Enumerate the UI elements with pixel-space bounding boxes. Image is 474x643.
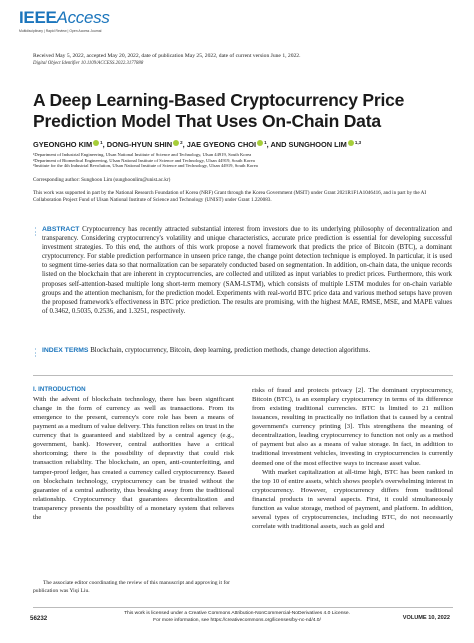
author-name: DONG-HYUN SHIN (106, 140, 173, 149)
author-name: JAE GYEONG CHOI (186, 140, 257, 149)
journal-logo (19, 8, 110, 34)
author-name: SUNGHOON LIM (288, 140, 347, 149)
footer-divider (33, 607, 453, 608)
orcid-icon[interactable] (173, 140, 179, 146)
journal-access: Access (56, 8, 110, 27)
affiliation-3: ³Institute for the 4th Industrial Revolution, Ulsan National Institute of Science and Technology, Ulsan 44919, South Korea (33, 163, 258, 168)
author-separator: , (102, 140, 107, 149)
index-terms (42, 346, 452, 355)
publication-dates: Received May 5, 2022, accepted May 20, 2022, date of publication May 25, 2022, date of current version June 1, 2022. (33, 53, 301, 59)
author-affil-sup: 1 (100, 140, 103, 145)
doi: Digital Object Identifier 10.1109/ACCESS.2022.3177888 (33, 61, 144, 66)
orcid-icon[interactable] (93, 140, 99, 146)
journal-wordmark (19, 8, 110, 28)
license-line: This work is licensed under a Creative Commons Attribution-NonCommercial-NoDerivatives 4.0 License. (124, 611, 350, 616)
abstract-heading: ABSTRACT (42, 226, 80, 233)
index-terms-text: Blockchain, cryptocurrency, Bitcoin, deep learning, prediction methods, change detection algorithms. (90, 347, 371, 354)
section-heading: I. INTRODUCTION (33, 386, 86, 393)
volume-label: VOLUME 10, 2022 (402, 615, 450, 621)
body-paragraph: risks of fraud and protects privacy [2]. The dominant cryptocurrency, Bitcoin (BTC), is an exemplary cryptocurrency in terms of its difference from existing traditional currencies. BTC is limited to 21 million issuances, resulting in practically no inflation that is caused by a central government's currency printing [3]. This strengthens the meaning of decentralization, leading cryptocurrency to function not only as a method of payment but also as a means of value storage. In fact, in addition to traditional investment vehicles, investing in cryptocurrencies is currently deemed one of the most effective ways to increase asset value. (252, 387, 453, 467)
body-left-column: With the advent of blockchain technology, there has been significant change in the form of currency as well as transactions. From its emergence to the present, currency's core role has been a means of payment as a medium of value delivery. This function relies on trust in the currency that is guaranteed and stabilized by a central agency (e.g., government, bank). However, central authorities have a critical shortcoming; there is the possibility of depravity that could risk transaction reliability. The blockchain, an open, anti-counterfeiting, and tamper-proof ledger, has created a currency called cryptocurrency. Based on blockchain technology, cryptocurrency can be trusted without the guarantee of a central authority, thus breaking away from the traditional relationship. Cryptocurrency that guarantees decentralization and transparency presents the possibility of a monetary system that relieves the (33, 396, 234, 521)
index-terms-heading: INDEX TERMS (42, 347, 89, 354)
orcid-icon[interactable] (348, 140, 354, 146)
page-number: 56232 (30, 615, 48, 622)
author-list (33, 140, 453, 149)
margin-marker-icon: • • • (34, 347, 37, 359)
author-separator: , (182, 140, 187, 149)
license-link[interactable]: For more information, see https://creativecommons.org/licenses/by-nc-nd/4.0/ (153, 618, 321, 623)
margin-marker-icon: • • • (34, 226, 37, 238)
body-paragraph: With market capitalization at all-time high, BTC has been ranked in the top 10 of entire assets, which shows people's overwhelming interest in cryptocurrency. However, cryptocurrency differs from traditional financial products in several aspects. First, it could simultaneously function as value storage, method of payment, and platform. In addition, several types of cryptocurrencies, including BTC, do not necessarily correlate with traditional assets, such as gold and (252, 468, 453, 530)
affiliation-2: ²Department of Biomedical Engineering, Ulsan National Institute of Science and Technology, Ulsan 44919, South Korea (33, 157, 255, 163)
author-separator: , AND (266, 140, 289, 149)
author-name: GYEONGHO KIM (33, 140, 93, 149)
corresponding-author: Corresponding author: Sunghoon Lim (sunghoonlim@unist.ac.kr) (33, 177, 171, 183)
author-affil-sup: 2 (180, 140, 183, 145)
paper-title: A Deep Learning-Based Cryptocurrency Price Prediction Model That Uses On-Chain Data (33, 90, 405, 131)
body-right-column (252, 386, 453, 531)
affiliation-1: ¹Department of Industrial Engineering, Ulsan National Institute of Science and Technology, Ulsan 44919, South Korea (33, 152, 252, 157)
abstract-text: Cryptocurrency has recently attracted substantial interest from investors due to its underlying philosophy of decentralization and transparency. Considering cryptocurrency's volatility and unique characteristics, accurate price prediction is essential for developing successful investment strategies. To this end, the authors of this work propose a novel framework that predicts the price of Bitcoin (BTC), a dominant cryptocurrency. For stable prediction performance in unseen price range, the change point detection technique is employed. In particular, it is used to segment time-series data so that normalization can be separately conducted based on segmentation. In addition, on-chain data, the unique records listed on the blockchain that are inherent in cryptocurrencies, are collected and utilized as input variables to predict prices. Furthermore, this work proposes self-attention-based multiple long short-term memory (SAM-LSTM), which consists of multiple LSTM modules for on-chain variable groups and the attention mechanism, for the prediction model. Experiments with real-world BTC price data and various method setups have proven the proposed framework's effectiveness in BTC price prediction. The results are promising, with the highest MAE, RMSE, MSE, and MAPE values of 0.3462, 0.5035, 0.2536, and 1.3251, respectively. (42, 226, 452, 315)
journal-tagline: Multidisciplinary | Rapid Review | Open Access Journal (19, 29, 102, 33)
author-affil-sup: 1 (264, 140, 267, 145)
editor-note: The associate editor coordinating the review of this manuscript and approving it for publication was Yiqi Liu. (33, 580, 231, 594)
divider (33, 375, 453, 376)
abstract (42, 225, 452, 316)
author-affil-sup: 1,3 (354, 140, 362, 145)
orcid-icon[interactable] (257, 140, 263, 146)
funding-statement: This work was supported in part by the National Research Foundation of Korea (NRF) Grant through the Korea Government (MSIT) under Grant 2021R1F1A1046416, and in part by the AI Collaboration Project Fund of Ulsan National Institute of Science and Technology (UNIST) under Grant 1.220083. (33, 190, 427, 203)
journal-brand: IEEE (19, 8, 57, 27)
